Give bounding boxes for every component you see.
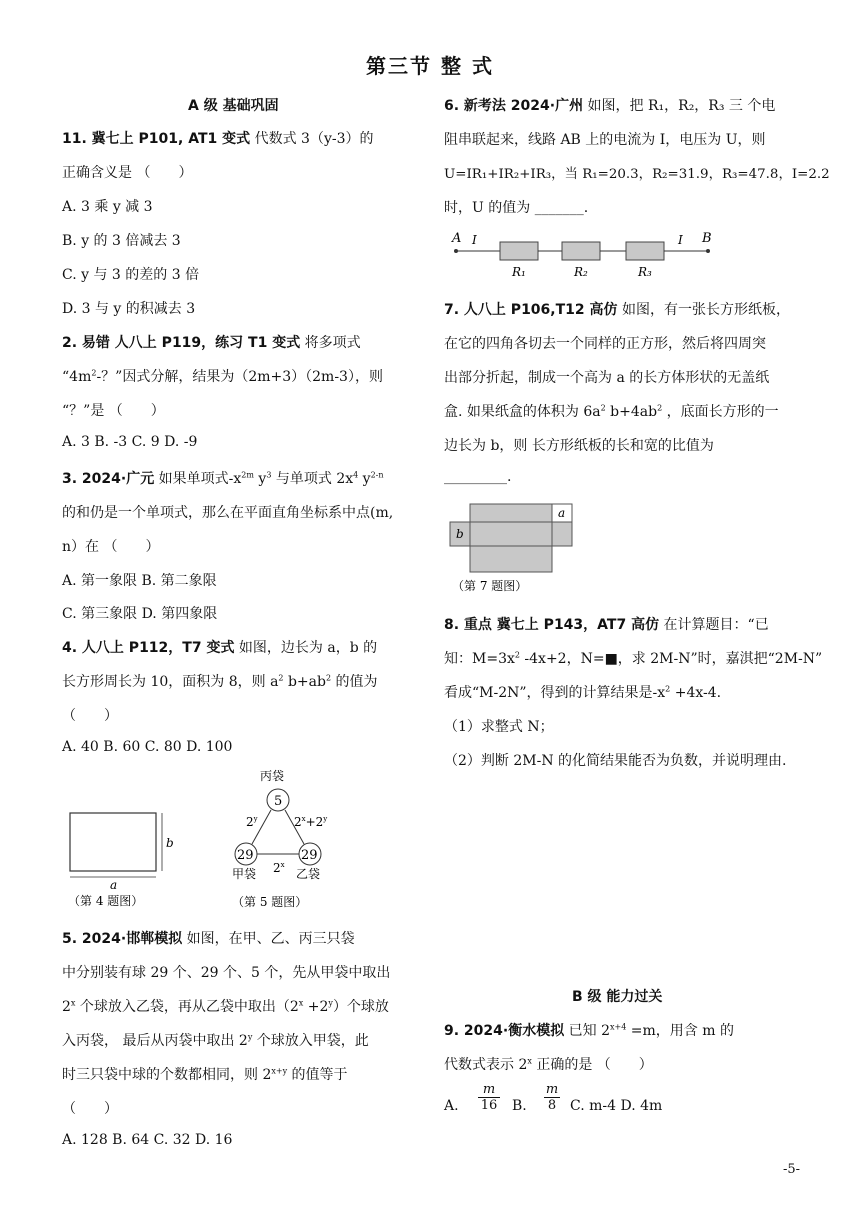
q5-text: 如图，在甲、乙、丙三只袋	[182, 931, 355, 947]
q9-fraction-b	[544, 1082, 560, 1113]
q5-line6: （ ）	[62, 1101, 118, 1117]
q7-text: 盒. 如果纸盒的体积为 6a	[444, 404, 601, 420]
exponent: y	[328, 998, 333, 1008]
edge-bottom-label: 2$^x$	[273, 861, 285, 875]
q3-line2: 的和仍是一个单项式，那么在平面直角坐标系中点(m,	[62, 505, 394, 521]
q4-options: A. 40 B. 60 C. 80 D. 100	[62, 739, 233, 755]
q8-text: 在计算题目：“已	[659, 617, 769, 633]
exponent: 4	[353, 470, 359, 480]
q11-tag: 11. 冀七上 P101, AT1 变式	[62, 131, 251, 147]
exponent: 2	[665, 684, 671, 694]
q7-text: 如图，有一张长方形纸板，	[617, 302, 790, 318]
q9-option-a-label: A.	[444, 1098, 459, 1114]
q2-options: A. 3 B. -3 C. 9 D. -9	[62, 434, 198, 450]
q9-tag: 9. 2024·衡水模拟	[444, 1023, 565, 1039]
q11-line2: 正确含义是 （ ）	[62, 165, 193, 181]
node-top-value: 5	[274, 794, 283, 809]
node-left-value: 29	[237, 848, 254, 863]
bag-a-label: 甲袋	[232, 867, 257, 881]
exponent: 2	[325, 673, 332, 683]
q6-line3: U=IR₁+IR₂+IR₃，当 R₁=20.3，R₂=31.9，R₃=47.8，I=2.2	[444, 167, 830, 182]
figure-5-caption: （第 5 题图）	[232, 895, 308, 909]
figure-4-caption: （第 4 题图）	[68, 894, 144, 908]
r1-label: R₁	[512, 265, 526, 279]
label-a: a	[558, 506, 566, 520]
q9-option-b-label: B.	[512, 1098, 527, 1114]
exponent: x	[70, 998, 76, 1008]
figure-6-circuit	[446, 226, 716, 282]
q8-text: -4x+2，N=■，求 2M-N”时，嘉淇把“2M-N”	[519, 651, 823, 667]
numerator: m	[478, 1082, 500, 1098]
q3-text: 如果单项式-x	[154, 471, 242, 487]
flap-right	[552, 522, 572, 546]
page-title: 第三节 整 式	[366, 54, 494, 78]
q8-part-1: （1）求整式 N；	[444, 719, 554, 735]
figure-5	[226, 768, 346, 914]
q2-text: “4m	[62, 369, 92, 385]
exponent: y	[247, 1032, 253, 1042]
q4-line3: （ ）	[62, 708, 118, 724]
q5-text: 2	[62, 999, 71, 1015]
exponent: 2	[514, 650, 520, 660]
bag-b-label: 乙袋	[296, 867, 321, 881]
q11-option-d: D. 3 与 y 的积减去 3	[62, 301, 196, 317]
q7-line3: 出部分折起，制成一个高为 a 的长方体形状的无盖纸	[444, 370, 770, 386]
figure-4	[62, 805, 192, 910]
label-a: a	[110, 878, 118, 892]
q5-text: +2	[303, 999, 329, 1015]
q3-text: 与单项式 2x	[271, 471, 354, 487]
q3-options-ab: A. 第一象限 B. 第二象限	[62, 573, 217, 589]
q3-text: y	[358, 471, 371, 487]
rectangle-shape	[70, 813, 156, 871]
exponent: x	[527, 1056, 532, 1066]
section-a-heading: A 级 基础巩固	[188, 98, 279, 114]
exponent: 2	[657, 403, 663, 413]
q11-option-a: A. 3 乘 y 减 3	[62, 199, 153, 215]
q4-text: b+ab	[283, 674, 326, 690]
q11-option-b: B. y 的 3 倍减去 3	[62, 233, 181, 249]
r3-label: R₃	[638, 265, 652, 279]
exponent: x+4	[610, 1022, 627, 1032]
q9-options-cd: C. m-4 D. 4m	[570, 1098, 663, 1114]
q5-text: 的值等于	[287, 1067, 348, 1083]
exponent: 2	[91, 368, 97, 378]
q5-text: 个球放入乙袋，再从乙袋中取出（2	[75, 999, 299, 1015]
section-b-heading: B 级 能力过关	[572, 989, 663, 1005]
bag-c-label: 丙袋	[260, 769, 285, 783]
denominator: 8	[547, 1098, 557, 1113]
current-right-label: I	[678, 233, 683, 247]
denominator: 16	[480, 1098, 498, 1113]
q11-text: 代数式 3（y-3）的	[250, 131, 374, 147]
q4-text: 的值为	[331, 674, 378, 690]
resistor-r3	[626, 242, 664, 260]
q7-text: b+4ab	[605, 404, 658, 420]
q3-line3: n）在 （ ）	[62, 539, 160, 555]
q5-options: A. 128 B. 64 C. 32 D. 16	[62, 1132, 233, 1148]
point-a-label: A	[452, 231, 462, 246]
figure-7-caption: （第 7 题图）	[452, 579, 528, 593]
label-b: b	[166, 836, 174, 850]
q9-text: 正确的是 （ ）	[531, 1057, 653, 1073]
page-number: -5-	[782, 1162, 800, 1177]
terminal-b	[706, 249, 710, 253]
resistor-r1	[500, 242, 538, 260]
q8-text: 知：M=3x	[444, 651, 515, 667]
q11-option-c: C. y 与 3 的差的 3 倍	[62, 267, 200, 283]
node-right-value: 29	[301, 848, 318, 863]
exponent: 3	[266, 470, 272, 480]
exponent: x+y	[271, 1066, 288, 1076]
q8-tag: 8. 重点 冀七上 P143，AT7 高仿	[444, 617, 660, 633]
numerator: m	[545, 1082, 559, 1097]
q6-line4: 时，U 的值为 _______.	[444, 200, 589, 216]
q5-text: ）个球放	[332, 999, 389, 1015]
exponent: 2-n	[370, 470, 384, 480]
q4-text: 如图，边长为 a，b 的	[234, 640, 378, 656]
figure-7	[446, 502, 582, 596]
q2-line3: “？”是 （ ）	[62, 403, 165, 419]
q9-text: =m，用含 m 的	[626, 1023, 734, 1039]
q5-tag: 5. 2024·邯郸模拟	[62, 931, 183, 947]
current-left-label: I	[472, 233, 477, 247]
q6-tag: 6. 新考法 2024·广州	[444, 98, 584, 114]
exponent: 2	[600, 403, 606, 413]
q9-text: 已知 2	[564, 1023, 611, 1039]
q7-line2: 在它的四角各切去一个同样的正方形，然后将四周突	[444, 336, 766, 352]
label-b: b	[456, 527, 464, 541]
q4-tag: 4. 人八上 P112，T7 变式	[62, 640, 235, 656]
q7-line5: 边长为 b，则 长方形纸板的长和宽的比值为	[444, 438, 714, 454]
q3-text: y	[253, 471, 267, 487]
q3-options-cd: C. 第三象限 D. 第四象限	[62, 606, 218, 622]
q6-line2: 阻串联起来，线路 AB 上的电流为 I，电压为 U，则	[444, 132, 766, 148]
q6-text: 如图，把 R₁，R₂，R₃ 三 个电	[583, 98, 776, 114]
q8-text: 看成“M-2N”，得到的计算结果是-x	[444, 685, 666, 701]
point-b-label: B	[702, 231, 712, 246]
edge-left-label: 2$^y$	[246, 815, 258, 829]
edge-right-label: $2^x+2^y$	[294, 815, 328, 829]
resistor-r2	[562, 242, 600, 260]
q5-line2: 中分别装有球 29 个、29 个、5 个，先从甲袋中取出	[62, 965, 391, 981]
q8-part-2: （2）判断 2M-N 的化简结果能否为负数，并说明理由.	[444, 753, 787, 769]
q5-text: 个球放入甲袋，此	[252, 1033, 369, 1049]
exponent: x	[298, 998, 304, 1008]
q2-text: -？”因式分解，结果为（2m+3）（2m-3），则	[96, 369, 383, 385]
q5-text: 入丙袋， 最后从丙袋中取出 2	[62, 1033, 248, 1049]
q9-text: 代数式表示 2	[444, 1057, 528, 1073]
q3-tag: 3. 2024·广元	[62, 471, 155, 487]
exponent: 2	[278, 673, 284, 683]
q9-fraction-a	[478, 1082, 500, 1113]
q4-text: 长方形周长为 10，面积为 8，则 a	[62, 674, 279, 690]
q7-text: ，底面长方形的一	[662, 404, 779, 420]
q2-text: 将多项式	[300, 335, 361, 351]
exponent: 2m	[241, 470, 254, 480]
cardboard-center	[470, 504, 552, 572]
q8-text: +4x-4.	[670, 685, 722, 701]
q5-text: 时三只袋中球的个数都相同，则 2	[62, 1067, 272, 1083]
r2-label: R₂	[574, 265, 588, 279]
q7-line6: _________.	[444, 469, 512, 485]
q7-tag: 7. 人八上 P106,T12 高仿	[444, 302, 618, 318]
q2-tag: 2. 易错 人八上 P119，练习 T1 变式	[62, 335, 301, 351]
